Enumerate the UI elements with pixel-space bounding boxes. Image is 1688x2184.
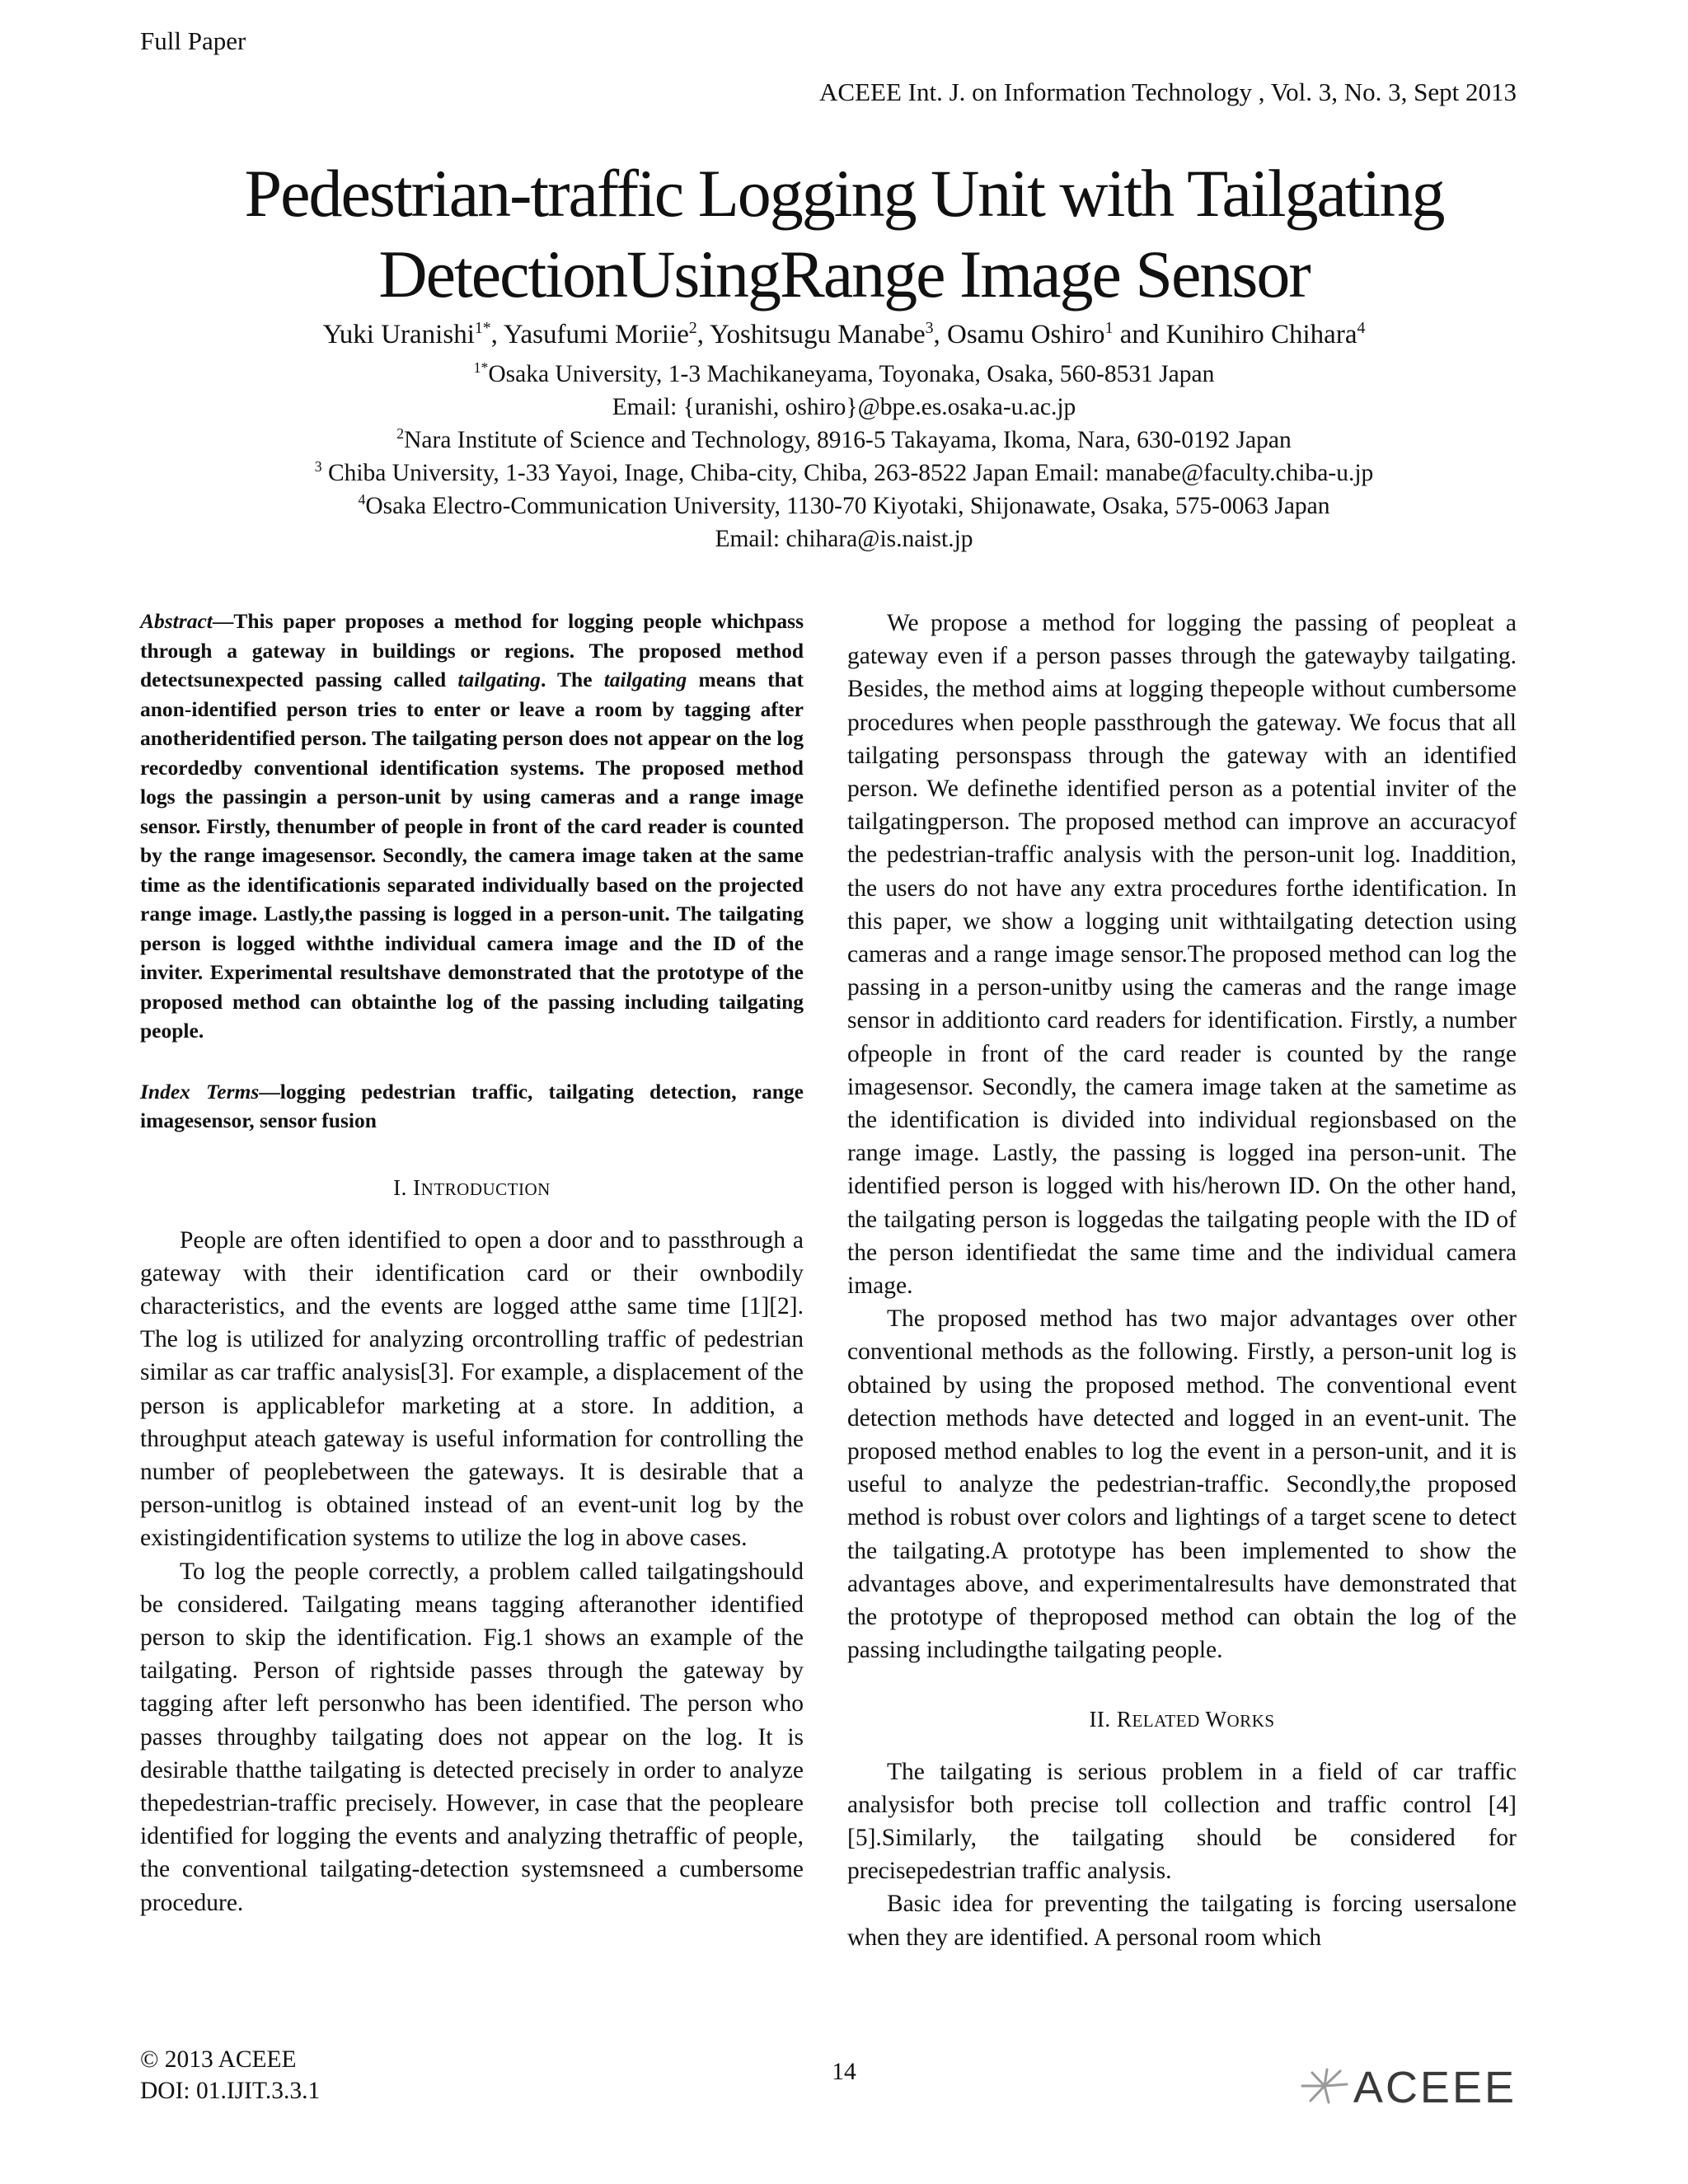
affiliation-text: Nara Institute of Science and Technology, 8916-5 Takayama, Ikoma, Nara, 630-0192 Japan [404, 427, 1292, 453]
abstract [140, 607, 804, 1046]
logo-text: ACEEE [1353, 2063, 1517, 2112]
affiliations [0, 358, 1688, 555]
index-terms-lead: Index Terms [140, 1079, 260, 1104]
author-name: , Osamu Oshiro [933, 320, 1105, 349]
affiliation-sup: 2 [396, 425, 405, 443]
affiliation-line: Email: chihara@is.naist.jp [715, 526, 973, 552]
affiliation-sup: 4 [358, 491, 366, 509]
abstract-emphasis: tailgating [457, 668, 541, 691]
running-header-left: Full Paper [140, 26, 246, 55]
abstract-text: means that anon-identified person tries to enter or leave a room by tagging after anotheridentified person. The tailgating person does not appear on the log recordedby conventional identification systems. The proposed method logs the passingin a person-unit by using cameras and a range image sensor. Firstly, thenumber of people in front of the card reader is counted by the range imagesensor. Secondly, the camera image taken at the same time as the identificationis separated individually based on the projected range image. Lastly,the passing is logged in a person-unit. The tailgating person is logged withthe individual camera image and the ID of the inviter. Experimental resultshave demonstrated that the prototype of the proposed method can obtainthe log of the passing including tailgating people. [140, 668, 804, 1043]
journal-header: ACEEE Int. J. on Information Technology , Vol. 3, No. 3, Sept 2013 [819, 77, 1517, 106]
body-paragraph: To log the people correctly, a problem called tailgatingshould be considered. Tailgating means tagging afteranother identified person to skip the identification. Fig.1 shows an example of the tailgating. Person of rightside passes through the gateway by tagging after left personwho has been identified. The person who passes throughby tailgating does not appear on the log. It is desirable thatthe tailgating is detected precisely in order to analyze thepedestrian-traffic precisely. However, in case that the peopleare identified for logging the events and analyzing thetraffic of people, the conventional tailgating-detection systemsneed a cumbersome procedure. [140, 1558, 804, 1916]
section-heading-smallcaps: ELATED [1132, 1710, 1200, 1731]
section-heading-text: W [1199, 1706, 1227, 1732]
author-name: , Yasufumi Moriie [490, 320, 689, 349]
body-paragraph: We propose a method for logging the passing of peopleat a gateway even if a person passes through the gatewayby tailgating. Besides, the method aims at logging thepeople without cumbersome procedures when people passthrough the gateway. We focus that all tailgating personspass through the gateway with an identified person. We definethe identified person as a potential inviter of the tailgatingperson. The proposed method can improve an accuracyof the pedestrian-traffic analysis with the person-unit log. Inaddition, the users do not have any extra procedures forthe identification. In this paper, we show a logging unit withtailgating detection using cameras and a range image sensor.The proposed method can log the passing in a person-unitby using the cameras and the range image sensor in additionto card readers for identification. Firstly, a number ofpeople in front of the card reader is counted by the range imagesensor. Secondly, the camera image taken at the sametime as the identification is divided into individual regionsbased on the range image. Lastly, the passing is logged ina person-unit. The identified person is logged with his/herown ID. On the other hand, the tailgating person is loggedas the tailgating people with the ID of the person identifiedat the same time and the individual camera image. [847, 610, 1517, 1300]
aceee-logo [1299, 2062, 1517, 2113]
section-heading-smallcaps: NTRODUCTION [420, 1179, 551, 1199]
abstract-lead: Abstract [140, 609, 213, 633]
author-name: , Yoshitsugu Manabe [696, 320, 926, 349]
author-list [0, 318, 1688, 351]
author-sup: 4 [1357, 319, 1366, 337]
section-heading-text: II. R [1089, 1706, 1132, 1732]
paper-title [0, 153, 1688, 315]
affiliation-sup: 1* [473, 359, 489, 377]
body-paragraph: People are often identified to open a door and to passthrough a gateway with their identification card or their ownbodily characteristics, and the events are logged atthe same time [1][2]. The log is utilized for analyzing orcontrolling traffic of pedestrian similar as car traffic analysis[3]. For example, a displacement of the person is applicablefor marketing at a store. In addition, a throughput ateach gateway is useful information for controlling the number of peoplebetween the gateways. It is desirable that a person-unitlog is obtained instead of an event-unit log by the existingidentification systems to utilize the log in above cases. [140, 1226, 804, 1552]
affiliation-line: Email: {uranishi, oshiro}@bpe.es.osaka-u.ac.jp [612, 394, 1076, 420]
star-burst-icon [1299, 2068, 1350, 2108]
section-heading-related-works [847, 1707, 1517, 1732]
affiliation-line [0, 457, 1688, 490]
author-name: and Kunihiro Chihara [1113, 320, 1357, 349]
affiliation-line [0, 358, 1688, 391]
copyright: © 2013 ACEEE [140, 2046, 297, 2073]
body-paragraph: Basic idea for preventing the tailgating is forcing usersalone when they are identified. A personal room which [847, 1891, 1517, 1951]
body-paragraph: The tailgating is serious problem in a field of car traffic analysisfor both precise toll collection and traffic control [4][5].Similarly, the tailgating should be considered for precisepedestrian traffic analysis. [847, 1758, 1517, 1885]
title-line-2: DetectionUsingRange Image Sensor [378, 237, 1310, 312]
section-heading-introduction [140, 1175, 804, 1201]
affiliation-line [0, 424, 1688, 457]
right-column [847, 607, 1517, 1954]
section-heading-text: I. I [393, 1174, 421, 1200]
abstract-dash: — [212, 609, 234, 633]
title-line-1: Pedestrian-traffic Logging Unit with Tailgating [244, 156, 1444, 231]
affiliation-text: Osaka University, 1-3 Machikaneyama, Toyonaka, Osaka, 560-8531 Japan [488, 361, 1215, 387]
body-paragraph: The proposed method has two major advantages over other conventional methods as the following. Firstly, a person-unit log is obtained by using the proposed method. The conventional event detection methods have detected and logged in an event-unit. The proposed method enables to log the event in a person-unit, and it is useful to analyze the pedestrian-traffic. Secondly,the proposed method is robust over colors and lightings of a target scene to detect the tailgating.A prototype has been implemented to show the advantages above, and experimentalresults have demonstrated that the prototype of theproposed method can obtain the log of the passing includingthe tailgating people. [847, 1305, 1517, 1664]
index-terms-text: —logging pedestrian traffic, tailgating detection, range imagesensor, sensor fusion [140, 1079, 804, 1132]
doi: DOI: 01.IJIT.3.3.1 [140, 2078, 321, 2104]
author-name: Yuki Uranishi [322, 320, 475, 349]
abstract-text: This paper proposes a method for logging people whichpass through a gateway in buildings or regions. The proposed method detectsunexpected passing called [140, 609, 804, 691]
author-sup: 3 [925, 319, 934, 337]
left-column [140, 607, 804, 1919]
abstract-emphasis: tailgating [603, 668, 687, 691]
author-sup: 1* [474, 319, 491, 337]
author-sup: 1 [1104, 319, 1114, 337]
abstract-text: . The [540, 668, 604, 691]
index-terms [140, 1077, 804, 1136]
affiliation-text: Osaka Electro-Communication University, 1130-70 Kiyotaki, Shijonawate, Osaka, 575-0063 Japan [365, 493, 1330, 519]
affiliation-line [0, 490, 1688, 523]
affiliation-text: Chiba University, 1-33 Yayoi, Inage, Chiba-city, Chiba, 263-8522 Japan Email: manabe@faculty.chiba-u.jp [321, 460, 1374, 486]
affiliation-sup: 3 [314, 458, 322, 476]
page-number: 14 [832, 2059, 856, 2085]
author-sup: 2 [688, 319, 697, 337]
section-heading-smallcaps: ORKS [1226, 1710, 1275, 1731]
